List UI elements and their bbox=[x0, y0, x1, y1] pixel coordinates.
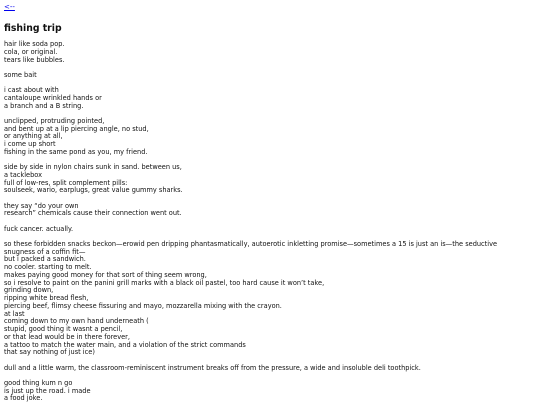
poem-line: and bent up at a lip piercing angle, no stud, bbox=[4, 124, 149, 133]
poem-line: at last bbox=[4, 309, 25, 318]
poem-line: a branch and a B string. bbox=[4, 101, 84, 110]
poem-line: cantaloupe wrinkled hands or bbox=[4, 93, 102, 102]
poem-line: stupid, good thing it wasnt a pencil, bbox=[4, 325, 123, 333]
poem-line: fishing in the same pond as you, my friend. bbox=[4, 147, 148, 156]
poem-line: a tattoo to match the water main, and a violation of the strict commands bbox=[4, 340, 246, 349]
stanza bbox=[4, 41, 540, 64]
poem-line: so i resolve to paint on the panini grill marks with a black oil pastel, too hard cause it won’t take, bbox=[4, 278, 325, 287]
poem-title: fishing trip bbox=[4, 23, 62, 34]
poem-line: but i packed a sandwich. bbox=[4, 255, 86, 264]
poem-line: good thing kum n go bbox=[4, 378, 73, 387]
poem-line: unclipped, protruding pointed, bbox=[4, 116, 105, 125]
poem-line: hair like soda pop. bbox=[4, 40, 65, 48]
poem-line: full of low-res, split complement pills: bbox=[4, 178, 128, 187]
poem-line: so these forbidden snacks beckon—erowid pen dripping phantasmatically, autoerotic inkletting promise—sometimes a 15 is just an is—the seductive bbox=[4, 239, 498, 248]
stanza bbox=[4, 87, 540, 110]
poem-line: makes paying good money for that sort of thing seem wrong, bbox=[4, 270, 207, 279]
poem-body bbox=[4, 41, 540, 403]
poem-line: cola, or original. bbox=[4, 47, 58, 56]
poem-line: soulseek, wario, earplugs, great value gummy sharks. bbox=[4, 186, 183, 195]
poem-line: coming down to my own hand underneath ( bbox=[4, 317, 149, 326]
poem-line: piercing beef, flimsy cheese fissuring and mayo, mozzarella mixing with the crayon. bbox=[4, 301, 282, 310]
poem-line: i come up short bbox=[4, 140, 56, 148]
stanza bbox=[4, 226, 540, 234]
poem-line: is just up the road. i made bbox=[4, 386, 91, 395]
poem-line: dull and a little warm, the classroom-reminiscent instrument breaks off from the pressure, a wide and insoluble deli toothpick. bbox=[4, 363, 421, 372]
poem-line: that say nothing of just ice) bbox=[4, 348, 95, 357]
poem-line: no cooler. starting to melt. bbox=[4, 263, 92, 271]
poem-line: they say “do your own bbox=[4, 201, 79, 210]
poem-line: ripping white bread flesh, bbox=[4, 294, 89, 302]
stanza bbox=[4, 164, 540, 195]
poem-line: i cast about with bbox=[4, 86, 59, 94]
poem-line: a food joke. bbox=[4, 394, 43, 403]
poem-line: snugness of a coffin fit— bbox=[4, 247, 86, 256]
back-link[interactable]: <-- bbox=[4, 3, 15, 11]
stanza bbox=[4, 365, 540, 373]
stanza bbox=[4, 241, 540, 357]
stanza bbox=[4, 72, 540, 80]
poem-line: fuck cancer. actually. bbox=[4, 224, 74, 233]
poem-line: or that lead would be in there forever, bbox=[4, 332, 130, 341]
poem-line: some bait bbox=[4, 70, 37, 79]
poem-line: a tacklebox bbox=[4, 170, 43, 179]
stanza bbox=[4, 118, 540, 157]
poem-line: or anything at all, bbox=[4, 132, 63, 141]
stanza bbox=[4, 380, 540, 403]
poem-line: tears like bubbles. bbox=[4, 55, 65, 64]
poem-line: grinding down, bbox=[4, 286, 54, 295]
poem-line: research” chemicals cause their connection went out. bbox=[4, 209, 182, 218]
stanza bbox=[4, 203, 540, 219]
poem-line: side by side in nylon chairs sunk in sand. between us, bbox=[4, 163, 182, 171]
